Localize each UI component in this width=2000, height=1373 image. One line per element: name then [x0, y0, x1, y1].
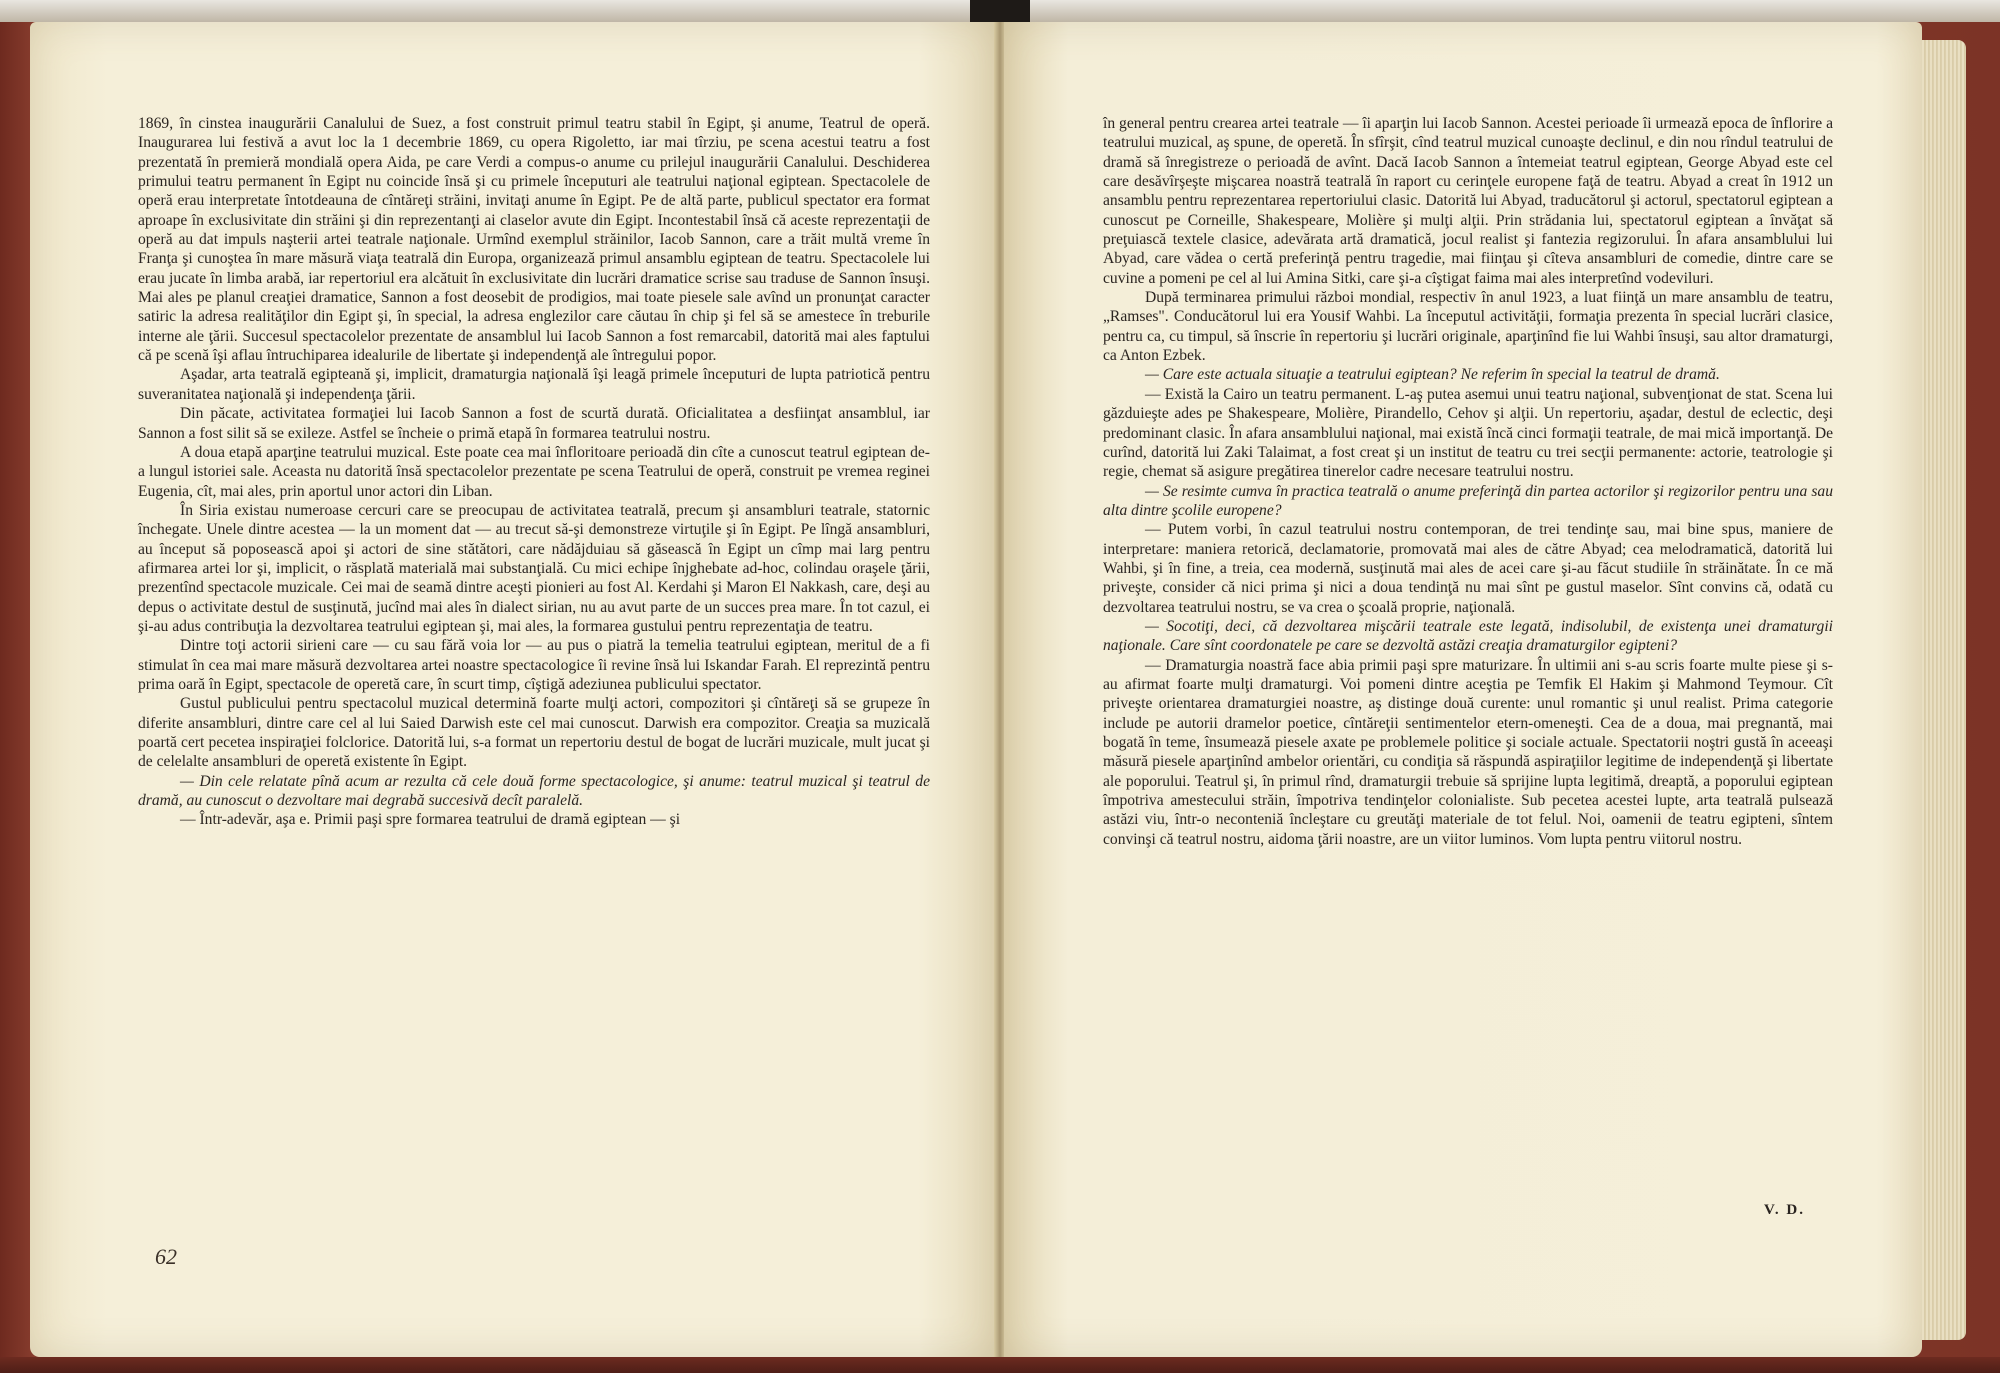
- right-page-text: [1103, 114, 1833, 849]
- paragraph: După terminarea primului război mondial, respectiv în anul 1923, a luat fiinţă un mare ansamblu de teatru, „Ramses". Conducătorul lui era Yousif Wahbi. La începutul activităţii, formaţia prezenta în special lucrări clasice, pentru ca, cu timpul, să înscrie în repertoriu şi lucrări originale, aparţinînd fie lui Wahbi însuşi, sau altor dramaturgi, ca Anton Ezbek.: [1103, 289, 1833, 365]
- scan-bottom-edge: [0, 1357, 2000, 1373]
- paragraph: În Siria existau numeroase cercuri care se preocupau de activitatea teatrală, precum şi ansambluri teatrale, statornic închegate. Unele dintre acestea — la un moment dat — au trecut să-şi demonstreze virtuţile şi în Egipt. Pe lîngă ansambluri, au început să poposească apoi şi actori de sine stătători, care nădăjduiau să găsească în Egipt un cîmp mai larg pentru afirmarea artei lor şi, implicit, o răsplată materială mai substanţială. Cu mici echipe înjghebate ad-hoc, colindau oraşele ţării, prezentînd spectacole muzicale. Cei mai de seamă dintre aceşti pionieri au fost Al. Kerdahi şi Maron El Nakkash, care, deşi au depus o activitate destul de susţinută, jucînd mai ales în dialect sirian, nu au avut parte de un succes prea mare. În tot cazul, ei şi-au adus contribuţia la dezvoltarea teatrului egiptean şi, mai ales, la formarea gustului pentru reprezentaţia de teatru.: [138, 501, 930, 635]
- interview-answer: — Dramaturgia noastră face abia primii paşi spre maturizare. În ultimii ani s-au scris foarte multe piese şi s-au afirmat foarte mulţi dramaturgi. Voi pomeni dintre aceştia pe Temfik El Hakim şi Mahmond Teymour. Cît priveşte orientarea dramaturgiei noastre, aş distinge două curente: unul romantic şi unul realist. Prima categorie include pe autorii dramelor poetice, cîntăreţii sentimentelor etern-omeneşti. Cea de a doua, mai pregnantă, mai bogată în teme, însumează piesele axate pe problemele politice şi sociale actuale. Spectatorii noştri gustă în aceeaşi măsură piesele aparţinînd ambelor orientări, cu condiţia să răspundă aspiraţiilor legitime de independenţă şi libertate ale poporului. Teatrul şi, în primul rînd, dramaturgii trebuie să sprijine lupta legitimă, dreaptă, a poporului egiptean împotriva amestecului străin, împotriva tendinţelor colonialiste. Sub pecetea acestei lupte, arta teatrală pulsează astăzi viu, într-o neconteniă încleştare cu greutăţi materiale de tot felul. Noi, oamenii de teatru egipteni, sîntem convinşi că teatrul nostru, aidoma ţării noastre, are un viitor luminos. Vom lupta pentru viitorul nostru.: [1103, 656, 1833, 848]
- left-page-text: [138, 114, 930, 830]
- paragraph: Gustul publicului pentru spectacolul muzical determină foarte mulţi actori, compozitori şi cîntăreţi să se grupeze în diferite ansambluri, dintre care cel al lui Saied Darwish este cel mai cunoscut. Darwish era compozitor. Creaţia sa muzicală poartă cert pecetea inspiraţiei folclorice. Datorită lui, s-a format un repertoriu destul de bogat de lucrări muzicale, mult jucat şi de celelalte ansambluri de operetă existente în Egipt.: [138, 695, 930, 771]
- paragraph: în general pentru crearea artei teatrale — îi aparţin lui Iacob Sannon. Acestei perioade îi urmează epoca de înflorire a teatrului muzical, aş spune, de operetă. În sfîrşit, cînd teatrul muzical cunoaşte declinul, e din nou rîndul teatrului de dramă să înregistreze o perioadă de avînt. Dacă Iacob Sannon a întemeiat teatrul egiptean, George Abyad este cel care desăvîrşeşte mişcarea noastră teatrală în raport cu cerinţele europene faţă de teatru. Abyad a creat în 1912 un ansamblu pentru reprezentarea repertoriului clasic. Datorită lui Abyad, traducătorul şi actorul, spectatorul egiptean a cunoscut pe Corneille, Shakespeare, Molière şi mulţi alţii. Prin strădania lui, spectatorul egiptean a învăţat să preţuiască textele clasice, adevărata artă dramatică, jocul realist şi fantezia regizorului. În afara ansamblului lui Abyad, care vădea o certă preferinţă pentru tragedie, mai fiinţau şi cîteva ansambluri de comedie, dintre care se cuvine a pomeni pe cel al lui Amina Sitki, care şi-a cîştigat faima mai ales interpretînd vodeviluri.: [1103, 115, 1833, 287]
- scan-top-edge: [0, 0, 2000, 22]
- interview-question: — Din cele relatate pînă acum ar rezulta că cele două forme spectacologice, şi anume: teatrul muzical şi teatrul de dramă, au cunoscut o dezvoltare mai degrabă succesivă decît paralelă.: [138, 772, 930, 810]
- paragraph: Din păcate, activitatea formaţiei lui Iacob Sannon a fost de scurtă durată. Oficialitatea a desfiinţat ansamblul, iar Sannon a fost silit să se exileze. Astfel se încheie o primă etapă în formarea teatrului nostru.: [138, 405, 930, 442]
- paragraph: A doua etapă aparţine teatrului muzical. Este poate cea mai înfloritoare perioadă din cîte a cunoscut teatrul egiptean de-a lungul istoriei sale. Aceasta nu datorită însă spectacolelor prezentate pe scena Teatrului de operă, construit pe vremea reginei Eugenia, cît, mai ales, prin aportul unor actori din Liban.: [138, 443, 930, 500]
- right-page: [1004, 22, 1922, 1357]
- interview-question: — Care este actuala situaţie a teatrului egiptean? Ne referim în special la teatrul de dramă.: [1145, 366, 1720, 384]
- paragraph: 1869, în cinstea inaugurării Canalului de Suez, a fost construit primul teatru stabil în Egipt, şi anume, Teatrul de operă. Inaugurarea lui festivă a avut loc la 1 decembrie 1869, cu opera Rigoletto, iar mai tîrziu, pe scena acestui teatru a fost prezentată în premieră mondială opera Aida, pe care Verdi a compus-o anume cu prilejul inaugurării Canalului. Deschiderea primului teatru permanent în Egipt nu coincide însă şi cu primele începuturi ale teatrului naţional egiptean. Spectacolele de operă erau interpretate întotdeauna de cîntăreţi străini, invitaţi anume în Egipt. Pe de altă parte, publicul spectator era format aproape în exclusivitate din străini şi din reprezentanţi ai claselor avute din Egipt. Incontestabil însă că aceste reprezentaţii de operă au dat impuls naşterii artei teatrale naţionale. Urmînd exemplul străinilor, Iacob Sannon, care a trăit multă vreme în Franţa şi cunoştea în mare măsură viaţa teatrală din Europa, organizează primul ansamblu egiptean de teatru. Spectacolele lui erau jucate în limba arabă, iar repertoriul era alcătuit în exclusivitate din lucrări dramatice scrise sau traduse de Sannon însuşi. Mai ales pe planul creaţiei dramatice, Sannon a fost deosebit de prodigios, mai toate piesele sale avînd un pronunţat caracter satiric la adresa realităţilor din Egipt şi, în special, la adresa englezilor care căutau în chip şi fel să se amestece în treburile interne ale ţării. Succesul spectacolelor prezentate de ansamblul lui Iacob Sannon a fost remarcabil, datorită mai ales faptului că pe scenă îşi aflau întruchiparea idealurile de libertate şi independenţă ale întregului popor.: [138, 115, 930, 365]
- page-number: 62: [155, 1244, 177, 1269]
- paragraph: Aşadar, arta teatrală egipteană şi, implicit, dramaturgia naţională îşi leagă primele începuturi de lupta patriotică pentru suveranitatea naţională şi independenţa ţării.: [138, 366, 930, 403]
- interview-answer: — Există la Cairo un teatru permanent. L-aş putea asemui unui teatru naţional, subvenţionat de stat. Scena lui găzduieşte ades pe Shakespeare, Molière, Pirandello, Cehov şi alţii. Un repertoriu, aşadar, destul de eclectic, deşi predominant clasic. În afara ansamblului naţional, mai există încă cinci formaţii teatrale, de mai mică importanţă. De curînd, datorită lui Zaki Talaimat, a fost creat şi un institut de teatru cu trei secţii permanente: actorie, teatrologie şi regie, chemat să asigure pregătirea tinerelor cadre necesare teatrului nostru.: [1103, 385, 1833, 481]
- interview-question: — Socotiţi, deci, că dezvoltarea mişcării teatrale este legată, indisolubil, de existenţa unei dramaturgii naţionale. Care sînt coordonatele pe care se dezvoltă astăzi creaţia dramaturgilor egipteni?: [1103, 617, 1833, 655]
- left-page: [30, 22, 996, 1357]
- interview-answer: — Într-adevăr, aşa e. Primii paşi spre formarea teatrului de dramă egiptean — şi: [180, 811, 681, 829]
- author-signature: V. D.: [1764, 1202, 1805, 1218]
- page-stack-edge: [1922, 40, 1966, 1340]
- interview-answer: — Putem vorbi, în cazul teatrului nostru contemporan, de trei tendinţe sau, mai bine spus, maniere de interpretare: maniera retorică, declamatorie, promovată mai ales de către Abyad; cea melodramatică, datorită lui Wahbi, şi în fine, a treia, cea modernă, susţinută mai ales de acei care şi-au făcut studiile în străinătate. În ce mă priveşte, consider că nici prima şi nici a doua tendinţă nu mai sînt pe gustul maselor. Sînt convins că, odată cu dezvoltarea teatrului nostru, se va crea o şcoală proprie, naţională.: [1103, 521, 1833, 616]
- interview-question: — Se resimte cumva în practica teatrală o anume preferinţă din partea actorilor şi regizorilor pentru una sau alta dintre şcolile europene?: [1103, 482, 1833, 519]
- paragraph: Dintre toţi actorii sirieni care — cu sau fără voia lor — au pus o piatră la temelia teatrului egiptean, meritul de a fi stimulat în cea mai mare măsură dezvoltarea artei noastre spectacologice îi revine însă lui Iskandar Farah. El reprezintă pentru prima oară în Egipt, spectacole de operetă care, în scurt timp, cîştigă adeziunea publicului spectator.: [138, 637, 930, 693]
